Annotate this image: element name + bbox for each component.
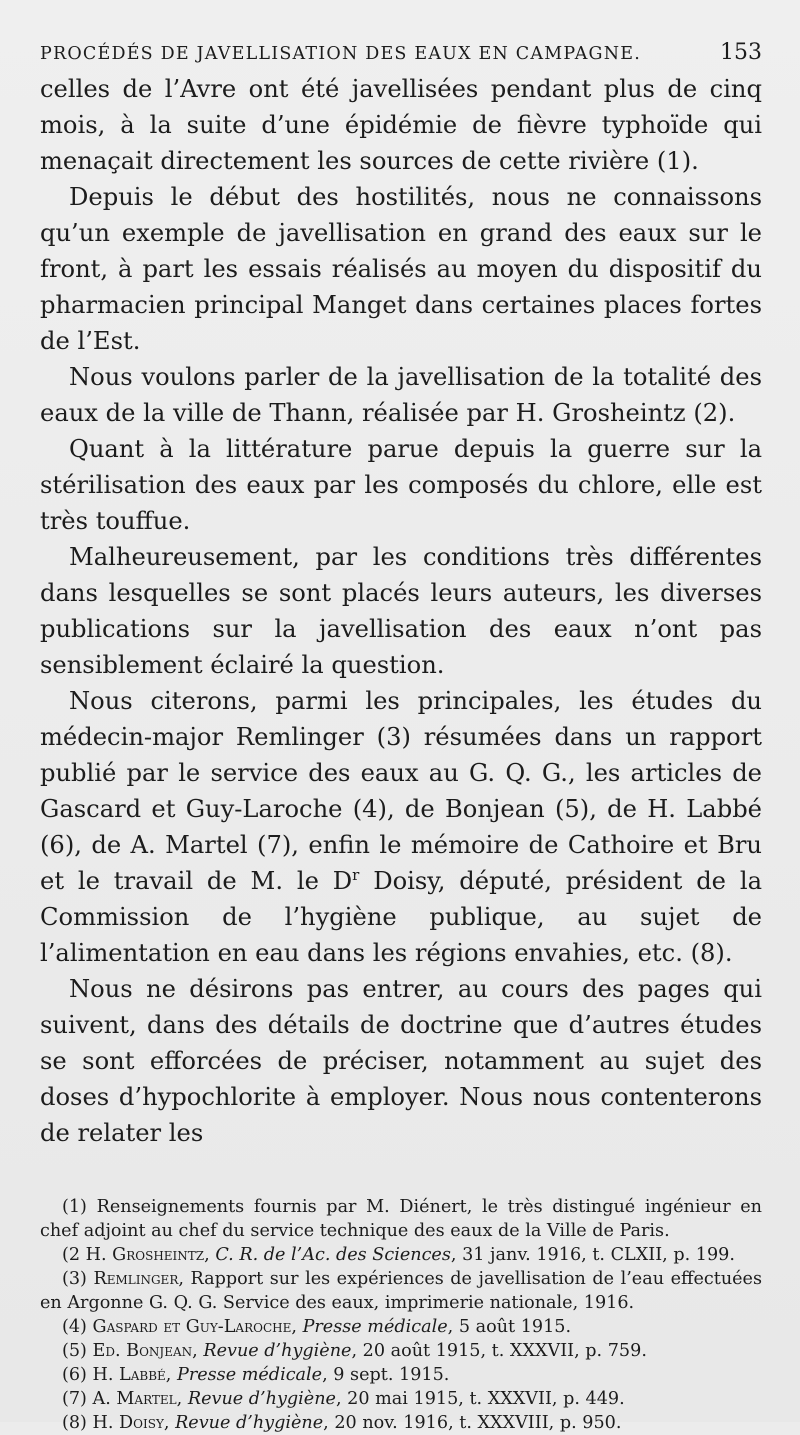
- footnote-source: Presse médicale: [302, 1317, 448, 1337]
- footnote-text: , Rapport sur les expériences de javellisation de l’eau effectuées en Argonne G. Q. G. Service des eaux, imprimerie nationale, 1916.: [40, 1269, 762, 1313]
- footnote-number: (2: [62, 1245, 81, 1265]
- superscript: r: [352, 865, 360, 884]
- page-header: [40, 40, 762, 65]
- footnote-number: (7): [62, 1389, 87, 1409]
- footnote-source: C. R. de l’Ac. des Sciences: [215, 1245, 451, 1265]
- footnote: [40, 1267, 762, 1315]
- footnote-author: H. Doisy: [92, 1413, 164, 1433]
- footnote: [40, 1195, 762, 1243]
- paragraph-text: Nous citerons, parmi les principales, les études du médecin-major Remlinger (3) résumées dans un rapport publié par le service des eaux au G. Q. G., les articles de Gascard et Guy-Laroche (4), de Bonjean (5), de H. Labbé (6), de A. Martel (7), enfin le mémoire de Cathoire et Bru et le travail de M. le D: [40, 687, 762, 895]
- footnote: (4) Gaspard et Guy-Laroche, Presse médicale, 5 août 1915.: [62, 1317, 572, 1337]
- footnote-source: Revue d’hygiène: [175, 1413, 324, 1433]
- paragraph: Nous voulons parler de la javellisation de la totalité des eaux de la ville de Thann, réalisée par H. Grosheintz (2).: [40, 363, 762, 427]
- paragraph: Malheureusement, par les conditions très différentes dans lesquelles se sont placés leurs auteurs, les diverses publications sur la javellisation des eaux n’ont pas sensiblement éclairé la question.: [40, 543, 762, 679]
- paragraph: celles de l’Avre ont été javellisées pendant plus de cinq mois, à la suite d’une épidémie de fièvre typhoïde qui menaçait directement les sources de cette rivière (1).: [40, 75, 762, 175]
- footnote-text: , 31 janv. 1916, t. CLXII, p. 199.: [450, 1245, 735, 1265]
- paragraph: Quant à la littérature parue depuis la guerre sur la stérilisation des eaux par les composés du chlore, elle est très touffue.: [40, 435, 762, 535]
- footnote-number: (1): [62, 1197, 87, 1217]
- footnote-number: (4): [62, 1317, 87, 1337]
- footnote-author: Remlinger: [93, 1269, 179, 1289]
- footnotes: [40, 1195, 762, 1435]
- footnote-number: (5): [62, 1341, 87, 1361]
- footnote: (5) Ed. Bonjean, Revue d’hygiène, 20 août 1915, t. XXXVII, p. 759.: [62, 1341, 647, 1361]
- footnote-author: Ed. Bonjean: [92, 1341, 193, 1361]
- footnote-number: (8): [62, 1413, 87, 1433]
- body-text: [40, 71, 762, 1151]
- page-number: 153: [720, 40, 762, 65]
- paragraph-text: Doisy, député, président de la Commission de l’hygiène publique, au sujet de l’alimentation en eau dans les régions envahies, etc. (8).: [40, 867, 762, 967]
- footnote-text: , 20 août 1915, t. XXXVII, p. 759.: [351, 1341, 647, 1361]
- footnote-number: (3): [62, 1269, 87, 1289]
- footnote-text: , 20 nov. 1916, t. XXXVIII, p. 950.: [323, 1413, 622, 1433]
- footnote-author: H. Grosheintz: [85, 1245, 205, 1265]
- footnote-author: H. Labbé: [92, 1365, 166, 1385]
- footnote: (2 H. Grosheintz, C. R. de l’Ac. des Sciences, 31 janv. 1916, t. CLXII, p. 199.: [62, 1245, 735, 1265]
- footnote-text: , 5 août 1915.: [447, 1317, 572, 1337]
- footnote-text: , 9 sept. 1915.: [322, 1365, 450, 1385]
- footnote-source: Presse médicale: [176, 1365, 323, 1385]
- footnote: (6) H. Labbé, Presse médicale, 9 sept. 1915.: [62, 1365, 450, 1385]
- footnote-author: A. Martel: [92, 1389, 177, 1409]
- footnote-text: , 20 mai 1915, t. XXXVII, p. 449.: [335, 1389, 625, 1409]
- paragraph: Nous ne désirons pas entrer, au cours des pages qui suivent, dans des détails de doctrine que d’autres études se sont efforcées de préciser, notamment au sujet des doses d’hypochlorite à employer. Nous nous contenterons de relater les: [40, 975, 762, 1147]
- paragraph: [40, 683, 762, 971]
- footnote-source: Revue d’hygiène: [187, 1389, 336, 1409]
- footnote-text: Renseignements fournis par M. Diénert, le très distingué ingénieur en chef adjoint au chef du service technique des eaux de la Ville de Paris.: [40, 1197, 762, 1241]
- footnote-number: (6): [62, 1365, 87, 1385]
- footnote: (8) H. Doisy, Revue d’hygiène, 20 nov. 1916, t. XXXVIII, p. 950.: [62, 1413, 622, 1433]
- running-title: PROCÉDÉS DE JAVELLISATION DES EAUX EN CAMPAGNE.: [40, 44, 641, 64]
- footnote: (7) A. Martel, Revue d’hygiène, 20 mai 1915, t. XXXVII, p. 449.: [62, 1389, 625, 1409]
- footnote-source: Revue d’hygiène: [203, 1341, 352, 1361]
- paragraph: Depuis le début des hostilités, nous ne connaissons qu’un exemple de javellisation en grand des eaux sur le front, à part les essais réalisés au moyen du dispositif du pharmacien principal Manget dans certaines places fortes de l’Est.: [40, 183, 762, 355]
- footnote-author: Gaspard et Guy-Laroche: [92, 1317, 292, 1337]
